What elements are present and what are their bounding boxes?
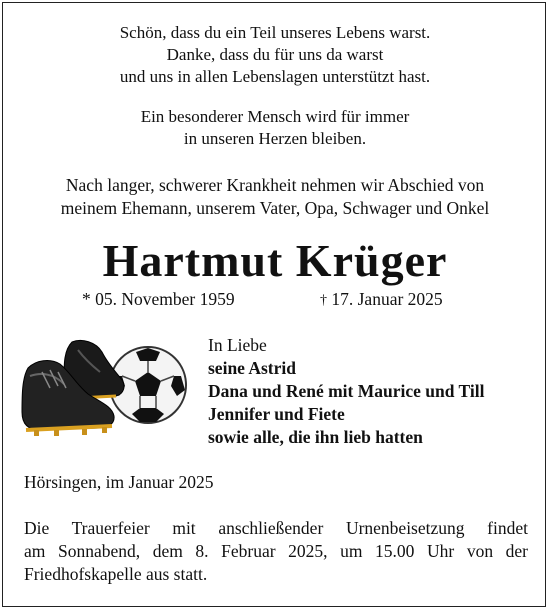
poem-stanza-2 <box>0 106 550 150</box>
mourners-block <box>208 334 484 449</box>
mourners-heading: In Liebe <box>208 335 267 355</box>
birth-date <box>82 289 235 310</box>
intro-line: Nach langer, schwerer Krankheit nehmen wir Abschied von <box>65 175 485 195</box>
mourner-line: sowie alle, die ihn lieb hatten <box>208 427 423 447</box>
mourner-line: Dana und René mit Maurice und Till <box>208 381 485 401</box>
intro-line: meinem Ehemann, unserem Vater, Opa, Schwager und Onkel <box>60 198 490 218</box>
football-boots-and-ball-icon <box>20 328 194 448</box>
poem-stanza-1 <box>0 22 550 88</box>
death-symbol: † <box>320 293 327 308</box>
birth-symbol: * <box>82 289 91 309</box>
poem-line: Danke, dass du für uns da warst <box>166 45 384 64</box>
death-date-text: 17. Januar 2025 <box>331 289 443 309</box>
deceased-name: Hartmut Krüger <box>102 235 448 286</box>
place-and-date: Hörsingen, im Januar 2025 <box>24 472 214 492</box>
notice-line: Friedhofskapelle aus statt. <box>24 564 208 584</box>
notice-line: am Sonnabend, dem 8. Februar 2025, um 15.00 Uhr von der <box>24 541 528 561</box>
farewell-intro <box>0 174 550 220</box>
poem-line: Ein besonderer Mensch wird für immer <box>140 107 410 126</box>
poem-line: Schön, dass du ein Teil unseres Lebens warst. <box>119 23 431 42</box>
mourner-line: Jennifer und Fiete <box>208 404 345 424</box>
poem-line: und uns in allen Lebenslagen unterstützt hast. <box>119 67 431 86</box>
mourner-line: seine Astrid <box>208 358 296 378</box>
poem-line: in unseren Herzen bleiben. <box>183 129 367 148</box>
birth-date-text: 05. November 1959 <box>95 289 235 309</box>
funeral-notice <box>24 517 528 586</box>
notice-line: Die Trauerfeier mit anschließender Urnenbeisetzung findet <box>24 518 528 538</box>
death-date <box>320 289 443 310</box>
